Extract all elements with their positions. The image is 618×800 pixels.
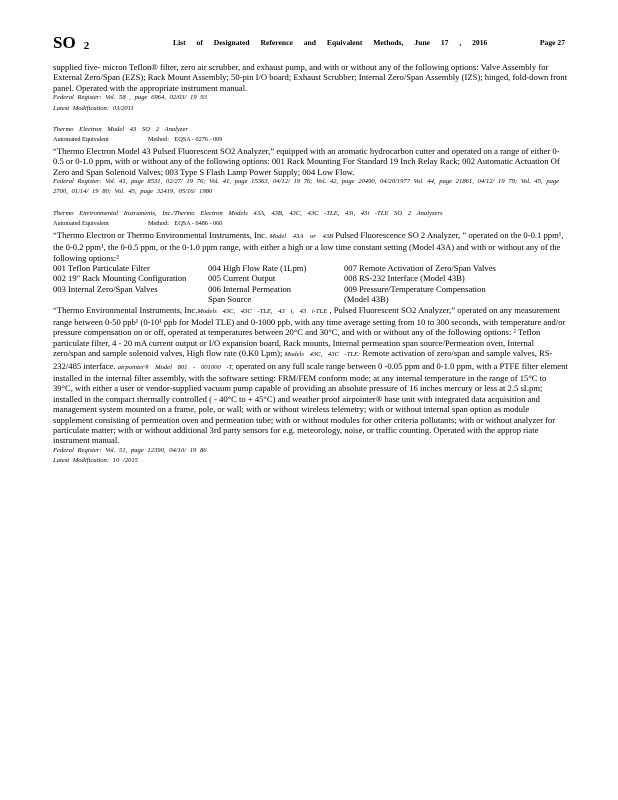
desc-text-cont: , Pulsed Fluorescent SO2 Analyzer,” operated on any measurement range between 0-50 ppb¹ (0-10¹ ppb for Model TLE) and 0-1000 ppb, with any time average setting from 10 to 300 seconds, with temperature and/or pressure compensation on or off, operated at temperatures between 20°C and 30°C, and with or without any of the following options: ² Teflon particulate filter, 4 - 20 mA current output or I/O expansion board, Rack mounts, Internal permeation span source/Permeation oven, Internal zero/span and sample solenoid valves, High flow rate (0.K0 Lpm); bbox=[53, 304, 566, 359]
federal-register: Federal Register: Vol. 51, page 12390, 04/10/ 19 86 bbox=[53, 446, 207, 454]
option-item: 005 Current Output bbox=[208, 273, 276, 284]
header-title: List of Designated Reference and Equivalent Methods, June 17 , 2016 bbox=[173, 38, 488, 47]
option-item: Span Source bbox=[208, 294, 252, 305]
options-table bbox=[53, 263, 568, 305]
intro-text: “Thermo Electron or Thermo Environmental Instruments, Inc. bbox=[53, 229, 268, 240]
desc-models-3: airpointer® Model 801 - 001000 -T, bbox=[117, 363, 234, 371]
option-item: (Model 43B) bbox=[344, 294, 389, 305]
equivalent-type: Automated Equivalent bbox=[53, 136, 109, 144]
entry-continued bbox=[53, 62, 568, 114]
equivalent-type: Automated Equivalent bbox=[53, 220, 109, 228]
entry-description: “Thermo Electron Model 43 Pulsed Fluorescent SO2 Analyzer,” equipped with an aromatic hydrocarbon cutter and operated on a range of either 0-0.5 or 0-1.0 ppm, with or without any of the following options: 001 Rack Mounting For Standard 19 Inch Relay Rack; 002 Automatic Actuation Of Zero and Span Solenoid Valves; 003 Type S Flash Lamp Power Supply; 004 Low Flow. bbox=[53, 145, 560, 177]
option-item: 008 RS-232 Interface (Model 43B) bbox=[344, 273, 465, 284]
desc-text: “Thermo Environmental Instruments, Inc. bbox=[53, 304, 198, 315]
equivalent-method-label: Method: bbox=[148, 136, 169, 144]
entry-description: supplied five- micron Teflon® filter, zero air scrubber, and exhaust pump, and with or without any of the following options: Valve Assembly for External Zero/Span (EZS); Rack Mount Assembly; 50-pin I/O board; Exhaust Scrubber; Internal Zero/Span Assembly (IZS); hinged, fold-down front panel. Operated with the appropriate instrument manual. bbox=[53, 62, 568, 93]
option-item bbox=[53, 294, 208, 304]
entry-description bbox=[53, 230, 568, 263]
intro-models: Model 43A or 43B bbox=[269, 232, 334, 240]
header-so2 bbox=[53, 33, 89, 53]
entry-model-43a-43i bbox=[53, 209, 568, 467]
option-item: 006 Internal Permeation bbox=[208, 283, 292, 294]
option-item: 001 Teflon Particulate Filter bbox=[53, 262, 150, 273]
equivalent-method-label: Method: bbox=[148, 220, 169, 228]
equivalent-method-line bbox=[53, 219, 568, 229]
document-body bbox=[53, 62, 568, 467]
page-header bbox=[53, 33, 565, 51]
federal-register: Federal Register: Vol. 41, page 8531, 02/27/ 19 76; Vol. 41, page 15363, 04/12/ 19 76; Vol. 42, page 20490, 04/20/1977 Vol. 44, page 21861, 04/12/ 19 79; Vol. 45, page 2700, 01/14/ 19 80; Vol. 45, page 32419, 05/16/ 1980 bbox=[53, 178, 560, 196]
header-so-subscript: 2 bbox=[83, 40, 90, 52]
option-item: 009 Pressure/Temperature Compensation bbox=[344, 283, 486, 294]
desc-models-2: Models 43C, 43C -TLE: bbox=[284, 351, 361, 359]
header-so-text: SO bbox=[53, 33, 76, 52]
desc-models: Models 43C, 43C -TLE, 43 i, 43 i-TLE bbox=[197, 307, 328, 315]
desc-text-cont-3: operated on any full scale range between 0 -0.05 ppm and 0-1.0 ppm, with a PTFE filter element installed in the internal filter assembly, with the software setting: FRM/FEM conform mode; at any internal temperature in the range of 15°C to 39°C, with either a user or vendor-supplied vacuum pump capable of providing an absolute pressure of 16 inches mercury or less at 2.5 sLpm; installed in the compact thermally controlled ( - 40°C to + 45°C) and weather proof airpointer® base unit with integrated data acquisition and management system mounted on a frame, pole, or wall; with or without wireless telemetry; with or without internal span option as module supplement consisting of permeation oven and permeation tube; with or without modules for other criteria pollutants; with or without analyzer for particulate matter; with or without additional 3rd party sensors for e.g. meteorology, noise, or traffic counting. Operated with the approp riate instrument manual. bbox=[53, 360, 568, 446]
desc-text-cont-2: Remote activation of zero/span and sample valves, RS-232/485 interface. bbox=[53, 348, 553, 371]
intro-text-cont: Pulsed Fluorescence SO 2 Analyzer, ” operated on the 0-0.1 ppm¹, the 0-0.2 ppm¹, the 0-0.5 ppm, or the 0-1.0 ppm range, with either a high or a low time constant setting (Model 43A) and with or without any of the following options:² bbox=[53, 229, 564, 263]
latest-modification: Latest Modification: 10 /2015 bbox=[53, 457, 138, 465]
entry-description-2 bbox=[53, 305, 568, 446]
federal-register: Federal Register: Vol. 58 , page 6964, 02/03/ 19 93 bbox=[53, 94, 207, 102]
option-item: 002 19" Rack Mounting Configuration bbox=[53, 273, 187, 284]
option-item: 003 Internal Zero/Span Valves bbox=[53, 283, 158, 294]
option-item: 007 Remote Activation of Zero/Span Valves bbox=[344, 262, 496, 273]
entry-model-43 bbox=[53, 125, 568, 198]
header-page-number: Page 27 bbox=[539, 38, 565, 47]
equivalent-code: EQSA - 0276 - 009 bbox=[174, 136, 223, 144]
equivalent-code: EQSA - 0486 - 060 bbox=[174, 220, 223, 228]
equivalent-method-line bbox=[53, 135, 568, 145]
latest-modification: Latest Modification: 03/2011 bbox=[53, 104, 134, 112]
entry-title: Thermo Environmental Instruments, Inc./Thermo Electron Models 43A, 43B, 43C, 43C -TLE, 43i, 43i -TLE SO 2 Analyzers bbox=[53, 209, 443, 217]
option-item: 004 High Flow Rate (1Lpm) bbox=[208, 262, 307, 273]
entry-title: Thermo Electron Model 43 SO 2 Analyzer bbox=[53, 126, 188, 134]
